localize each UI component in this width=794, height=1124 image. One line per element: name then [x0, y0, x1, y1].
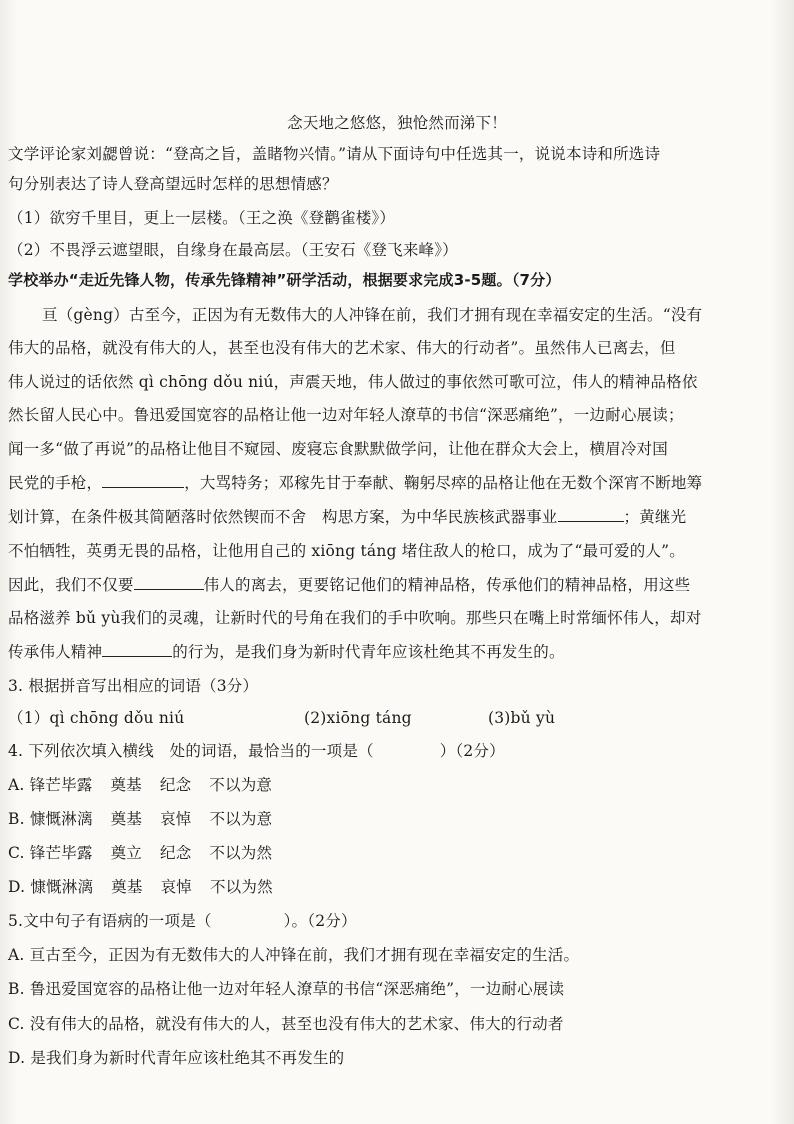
- option-label: D.: [8, 878, 26, 896]
- q3-item-2: (2)xiōng táng: [304, 709, 412, 727]
- q4-option-c: [8, 843, 782, 863]
- q2-option-2: （2）不畏浮云遮望眼，自缘身在最高层。（王安石《登飞来峰》）: [8, 241, 458, 259]
- option-word: 哀悼: [160, 810, 192, 828]
- option-text: 没有伟大的品格，就没有伟大的人，甚至也没有伟大的艺术家、伟大的行动者: [29, 1015, 564, 1033]
- passage-line-9b: 伟人的离去，更要铭记他们的精神品格，传承他们的精神品格，用这些: [203, 576, 691, 594]
- q4-option-b: [8, 809, 782, 829]
- option-word: 慷慨淋漓: [30, 878, 94, 896]
- option-word: 锋芒毕露: [29, 776, 93, 794]
- q5-option-b: [8, 979, 782, 999]
- q4-stem: [8, 741, 782, 761]
- section-title: 学校举办“走近先锋人物，传承先锋精神”研学活动，根据要求完成3-5题。（7分）: [8, 271, 561, 289]
- poem-line: 念天地之悠悠，独怆然而涕下！: [287, 114, 507, 132]
- q2-prompt-line-2: 句分别表达了诗人登高望远时怎样的思想情感？: [8, 175, 338, 193]
- passage-line-3: 伟人说过的话依然 qì chōng dǒu niú，声震天地，伟人做过的事依然可歌可泣，伟人的精神品格依: [8, 373, 698, 391]
- option-word: 奠基: [110, 776, 142, 794]
- option-label: D.: [8, 1049, 26, 1067]
- passage-line-11b: 的行为，是我们身为新时代青年应该杜绝其不再发生的。: [172, 643, 565, 661]
- option-label: B.: [8, 980, 25, 998]
- option-word: 奠基: [110, 810, 143, 828]
- passage-line-11: [8, 642, 782, 662]
- q3-item-3: (3)bǔ yù: [488, 709, 556, 727]
- q4-option-a: [8, 775, 782, 795]
- option-word: 不以为然: [209, 878, 273, 896]
- q4-option-d: [8, 877, 782, 897]
- option-label: A.: [8, 946, 25, 964]
- q5-option-d: [8, 1048, 782, 1068]
- passage-line-7a: 划计算，在条件极其简陋落时依然锲而不舍 构思方案，为中华民族核武器事业: [8, 508, 558, 526]
- passage-line-10: 品格滋养 bǔ yù我们的灵魂，让新时代的号角在我们的手中吹响。那些只在嘴上时常缅怀伟人，却对: [8, 609, 702, 627]
- q4-stem-b: ）（2分）: [439, 742, 505, 760]
- q3-items: [8, 708, 782, 728]
- fill-blank-1[interactable]: [102, 473, 184, 488]
- option-word: 纪念: [160, 844, 192, 862]
- option-label: C.: [8, 844, 25, 862]
- q5-option-c: [8, 1014, 782, 1034]
- passage-line-7: [8, 507, 782, 527]
- option-text: 是我们身为新时代青年应该杜绝其不再发生的: [30, 1049, 345, 1067]
- option-word: 哀悼: [160, 878, 192, 896]
- q2-prompt-line-1: 文学评论家刘勰曾说：“登高之旨，盖睹物兴情。”请从下面诗句中任选其一，说说本诗和所选诗: [8, 145, 661, 163]
- passage-line-9: [8, 575, 782, 595]
- option-label: A.: [8, 776, 25, 794]
- option-word: 慷慨淋漓: [29, 810, 93, 828]
- passage-line-4: 然长留人民心中。鲁迅爱国宽容的品格让他一边对年轻人潦草的书信“深恶痛绝”，一边耐心展读；: [8, 406, 684, 424]
- option-word: 锋芒毕露: [29, 844, 93, 862]
- q5-stem-b: ）。（2分）: [283, 912, 357, 930]
- passage-line-8: 不怕牺牲，英勇无畏的品格，让他用自己的 xiōng táng 堵住敌人的枪口，成为了“最可爱的人”。: [8, 542, 685, 560]
- option-word: 奠立: [110, 844, 142, 862]
- option-label: B.: [8, 810, 25, 828]
- passage-line-6b: ，大骂特务；邓稼先甘于奉献、鞠躬尽瘁的品格让他在无数个深宵不断地筹: [184, 474, 703, 492]
- q5-option-a: [8, 945, 782, 965]
- fill-blank-4[interactable]: [102, 642, 172, 657]
- option-label: C.: [8, 1015, 25, 1033]
- passage-line-7b: ；黄继光: [623, 508, 687, 526]
- passage-line-11a: 传承伟人精神: [8, 643, 103, 661]
- option-word: 纪念: [159, 776, 192, 794]
- option-text: 亘古至今，正因为有无数伟大的人冲锋在前，我们才拥有现在幸福安定的生活。: [29, 946, 580, 964]
- q5-stem: [8, 911, 782, 931]
- fill-blank-2[interactable]: [558, 507, 624, 522]
- option-word: 不以为意: [209, 776, 273, 794]
- option-word: 奠基: [111, 878, 143, 896]
- q2-option-1: （1）欲穷千里目，更上一层楼。（王之涣《登鹳雀楼》）: [8, 209, 396, 227]
- q3-stem: 3. 根据拼音写出相应的词语（3分）: [8, 677, 259, 695]
- option-word: 不以为意: [209, 810, 273, 828]
- fill-blank-3[interactable]: [134, 575, 204, 590]
- q3-item-1: （1）qì chōng dǒu niú: [8, 709, 185, 727]
- passage-line-6a: 民党的手枪，: [8, 474, 103, 492]
- passage-line-1: 亘（gèng）古至今，正因为有无数伟大的人冲锋在前，我们才拥有现在幸福安定的生活。“没有: [42, 306, 703, 324]
- passage-line-6: [8, 473, 782, 493]
- option-text: 鲁迅爱国宽容的品格让他一边对年轻人潦草的书信“深恶痛绝”，一边耐心展读: [29, 980, 565, 998]
- passage-line-2: 伟大的品格，就没有伟大的人，甚至也没有伟大的艺术家、伟大的行动者”。虽然伟人已离去，但: [8, 339, 676, 357]
- passage-line-5: 闻一多“做了再说”的品格让他目不窥园、废寝忘食默默做学问，让他在群众大会上，横眉冷对国: [8, 440, 668, 458]
- q5-stem-a: 5.文中句子有语病的一项是（: [8, 912, 212, 930]
- passage-line-9a: 因此，我们不仅要: [8, 576, 134, 594]
- option-word: 不以为然: [209, 844, 273, 862]
- q4-stem-a: 4. 下列依次填入横线 处的词语，最恰当的一项是（: [8, 742, 374, 760]
